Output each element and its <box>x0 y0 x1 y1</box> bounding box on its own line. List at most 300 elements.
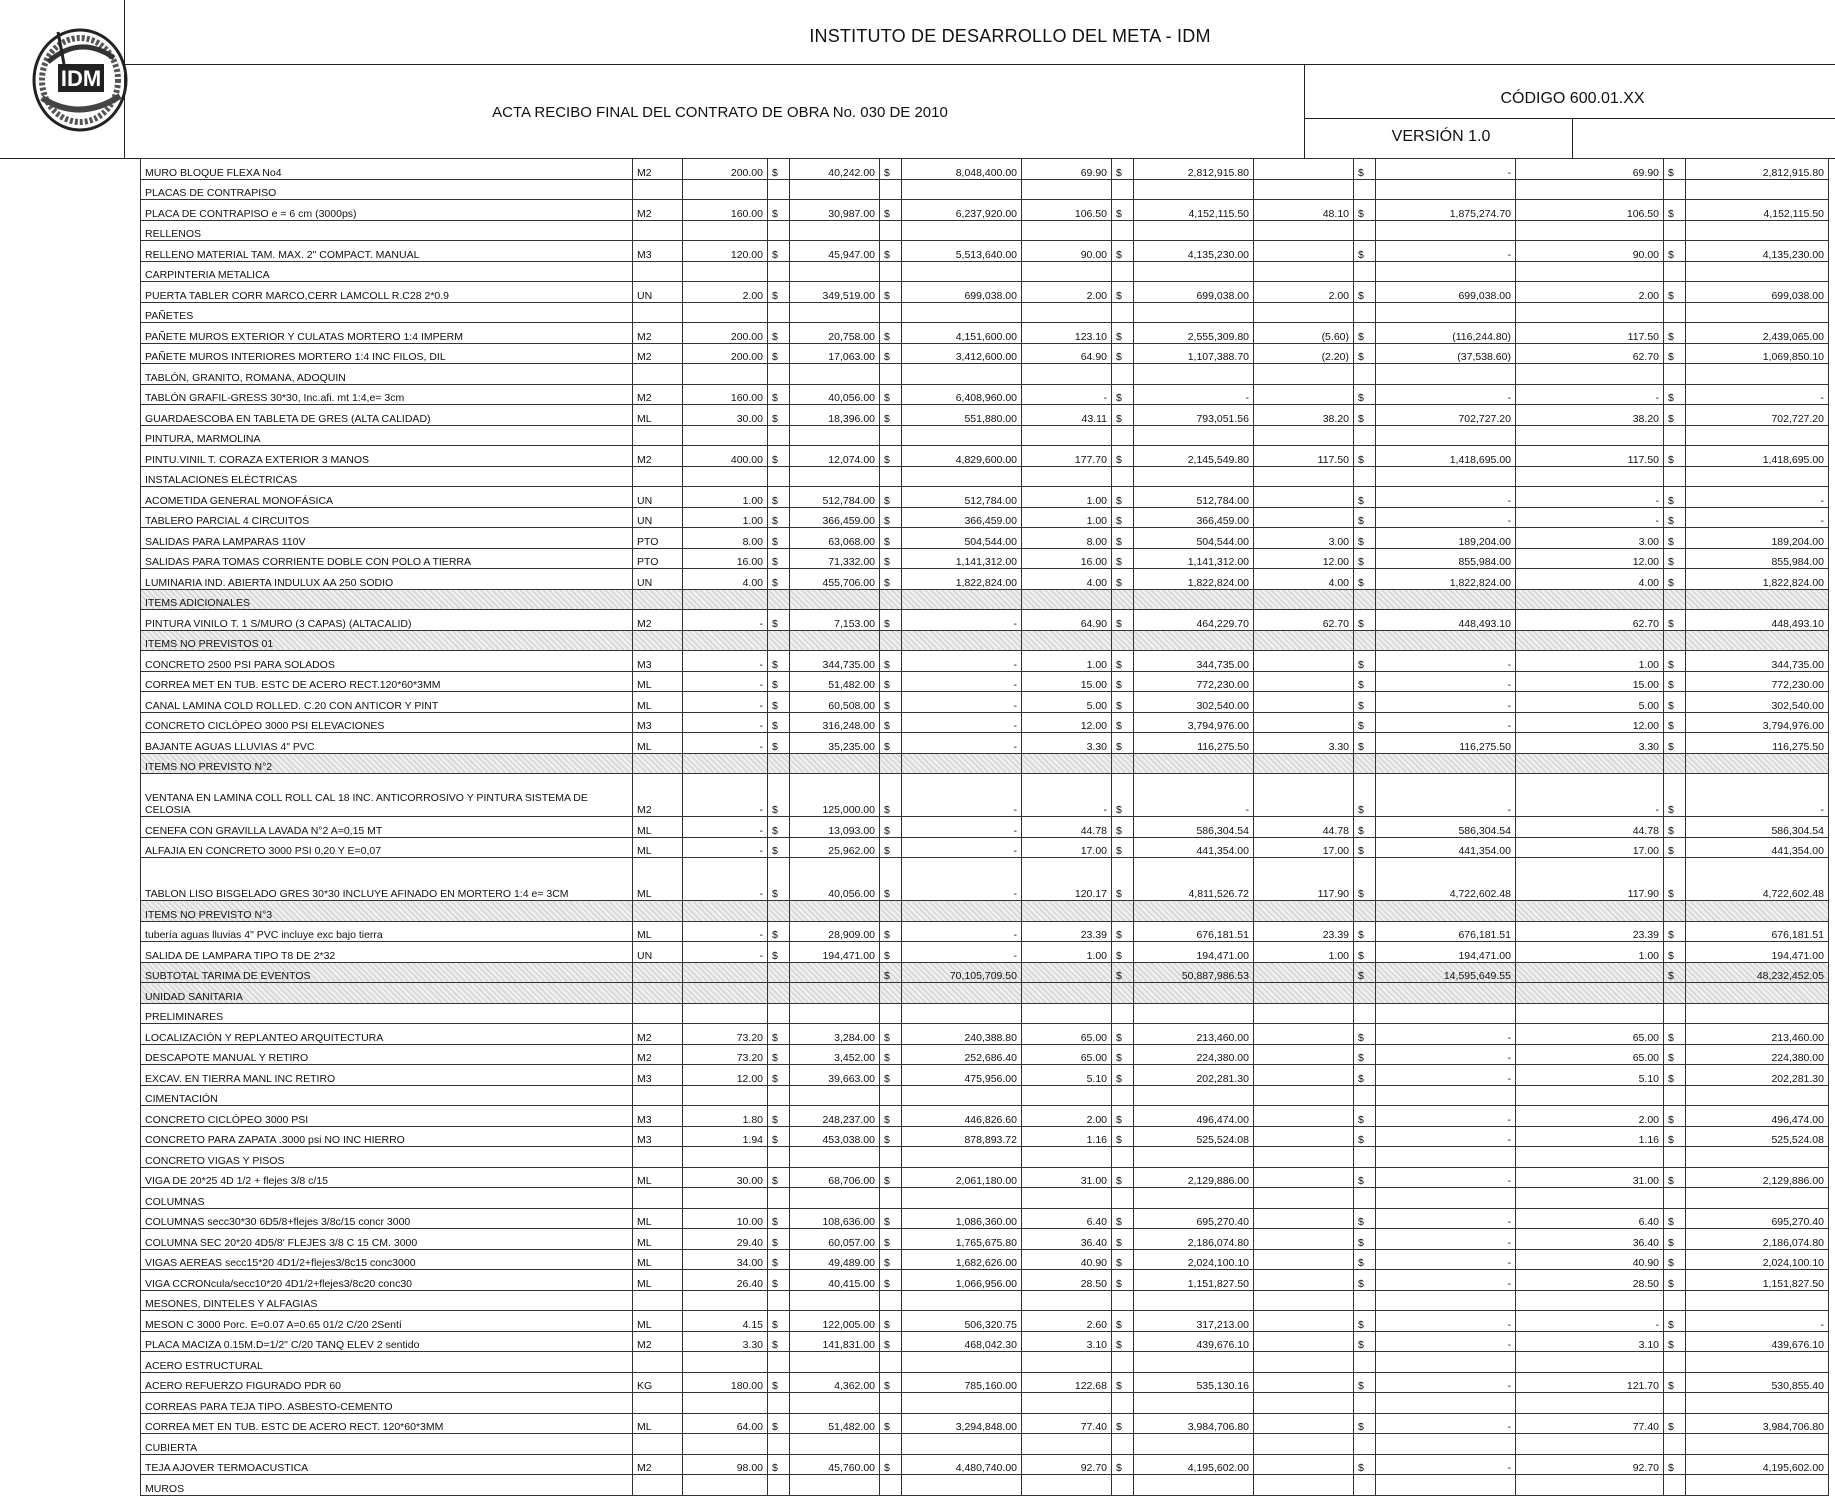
contract-total <box>902 589 1022 610</box>
contract-total: 240,388.80 <box>902 1024 1022 1045</box>
unit-price <box>790 1003 880 1024</box>
final-total: - <box>1686 487 1829 508</box>
executed-quantity <box>1022 589 1112 610</box>
unit-cell: ML <box>633 858 683 901</box>
final-quantity: 90.00 <box>1516 241 1664 262</box>
difference-total <box>1376 220 1516 241</box>
difference-total <box>1376 1290 1516 1311</box>
currency-sign: $ <box>768 528 790 549</box>
currency-sign: $ <box>1664 548 1686 569</box>
final-total: 4,195,602.00 <box>1686 1454 1829 1475</box>
section-row <box>141 1290 1829 1311</box>
contract-quantity: 73.20 <box>683 1044 768 1065</box>
currency-sign <box>880 589 902 610</box>
currency-sign: $ <box>1112 1270 1134 1291</box>
item-description: TABLERO PARCIAL 4 CIRCUITOS <box>141 507 633 528</box>
currency-sign: $ <box>880 343 902 364</box>
contract-quantity: 12.00 <box>683 1065 768 1086</box>
final-total <box>1686 261 1829 282</box>
difference-total <box>1376 1434 1516 1455</box>
final-total <box>1686 302 1829 323</box>
unit-cell: ML <box>633 1311 683 1332</box>
contract-total <box>902 220 1022 241</box>
currency-sign: $ <box>880 1106 902 1127</box>
unit-cell <box>633 983 683 1004</box>
currency-sign <box>1112 901 1134 922</box>
item-description: CONCRETO PARA ZAPATA .3000 psi NO INC HIERRO <box>141 1126 633 1147</box>
currency-sign: $ <box>768 942 790 963</box>
currency-sign: $ <box>880 1044 902 1065</box>
currency-sign <box>1354 1188 1376 1209</box>
difference-total <box>1376 261 1516 282</box>
currency-sign <box>768 983 790 1004</box>
contract-total: - <box>902 651 1022 672</box>
final-quantity: 106.50 <box>1516 200 1664 221</box>
difference-total: - <box>1376 1044 1516 1065</box>
difference-total: - <box>1376 1249 1516 1270</box>
currency-sign: $ <box>1354 1167 1376 1188</box>
unit-price: 366,459.00 <box>790 507 880 528</box>
difference-total <box>1376 302 1516 323</box>
executed-quantity: 1.00 <box>1022 487 1112 508</box>
currency-sign: $ <box>1354 405 1376 426</box>
contract-quantity: 2.00 <box>683 282 768 303</box>
currency-sign <box>880 901 902 922</box>
currency-sign: $ <box>1664 384 1686 405</box>
final-total <box>1686 1393 1829 1414</box>
currency-sign <box>1354 302 1376 323</box>
difference-total <box>1376 753 1516 774</box>
currency-sign: $ <box>768 1249 790 1270</box>
contract-quantity <box>683 261 768 282</box>
difference-total: - <box>1376 487 1516 508</box>
executed-total <box>1134 1434 1254 1455</box>
difference-total: 1,822,824.00 <box>1376 569 1516 590</box>
unit-cell: ML <box>633 1167 683 1188</box>
final-quantity: 117.90 <box>1516 858 1664 901</box>
contract-quantity <box>683 983 768 1004</box>
contract-total: - <box>902 733 1022 754</box>
unit-price: 25,962.00 <box>790 837 880 858</box>
unit-price: 455,706.00 <box>790 569 880 590</box>
contract-quantity: 200.00 <box>683 323 768 344</box>
currency-sign: $ <box>1112 241 1134 262</box>
currency-sign: $ <box>1112 507 1134 528</box>
table-row <box>141 858 1829 901</box>
executed-quantity <box>1022 1434 1112 1455</box>
final-total: 302,540.00 <box>1686 692 1829 713</box>
unit-cell: UN <box>633 569 683 590</box>
executed-total: 793,051.56 <box>1134 405 1254 426</box>
currency-sign: $ <box>1112 323 1134 344</box>
section-row <box>141 1085 1829 1106</box>
item-description: ITEMS ADICIONALES <box>141 589 633 610</box>
unit-cell <box>633 1290 683 1311</box>
final-quantity: 31.00 <box>1516 1167 1664 1188</box>
unit-cell: UN <box>633 942 683 963</box>
unit-cell: ML <box>633 1208 683 1229</box>
unit-price <box>790 901 880 922</box>
executed-total: 3,794,976.00 <box>1134 712 1254 733</box>
final-quantity <box>1516 220 1664 241</box>
currency-sign <box>768 901 790 922</box>
difference-quantity <box>1254 1065 1354 1086</box>
currency-sign: $ <box>1664 241 1686 262</box>
item-description: TABLÓN, GRANITO, ROMANA, ADOQUIN <box>141 364 633 385</box>
currency-sign: $ <box>1354 343 1376 364</box>
final-quantity: 17.00 <box>1516 837 1664 858</box>
contract-quantity <box>683 466 768 487</box>
item-description: MURO BLOQUE FLEXA No4 <box>141 159 633 180</box>
currency-sign <box>880 261 902 282</box>
difference-quantity <box>1254 1106 1354 1127</box>
unit-price: 108,636.00 <box>790 1208 880 1229</box>
currency-sign <box>1664 753 1686 774</box>
item-description: LOCALIZACIÓN Y REPLANTEO ARQUITECTURA <box>141 1024 633 1045</box>
section-row <box>141 1188 1829 1209</box>
executed-quantity: 1.16 <box>1022 1126 1112 1147</box>
unit-cell <box>633 425 683 446</box>
final-quantity <box>1516 179 1664 200</box>
contract-quantity <box>683 630 768 651</box>
final-quantity: - <box>1516 774 1664 817</box>
item-description: PAÑETE MUROS EXTERIOR Y CULATAS MORTERO 1:4 IMPERM <box>141 323 633 344</box>
executed-total: 525,524.08 <box>1134 1126 1254 1147</box>
unit-cell: ML <box>633 671 683 692</box>
executed-total: 512,784.00 <box>1134 487 1254 508</box>
contract-quantity <box>683 901 768 922</box>
currency-sign <box>880 1475 902 1496</box>
contract-quantity: 16.00 <box>683 548 768 569</box>
executed-total: 695,270.40 <box>1134 1208 1254 1229</box>
currency-sign <box>1112 630 1134 651</box>
executed-quantity: 69.90 <box>1022 159 1112 180</box>
executed-total: 1,822,824.00 <box>1134 569 1254 590</box>
final-total: 4,135,230.00 <box>1686 241 1829 262</box>
executed-total: 50,887,986.53 <box>1134 962 1254 983</box>
final-quantity: 15.00 <box>1516 671 1664 692</box>
difference-quantity <box>1254 241 1354 262</box>
currency-sign: $ <box>1664 610 1686 631</box>
executed-total <box>1134 589 1254 610</box>
difference-total: 1,875,274.70 <box>1376 200 1516 221</box>
contract-quantity <box>683 1434 768 1455</box>
contract-quantity: 29.40 <box>683 1229 768 1250</box>
table-row <box>141 1106 1829 1127</box>
currency-sign <box>1664 1352 1686 1373</box>
contract-quantity: 26.40 <box>683 1270 768 1291</box>
final-total: 1,069,850.10 <box>1686 343 1829 364</box>
currency-sign <box>1664 1290 1686 1311</box>
idm-logo <box>28 18 132 136</box>
contract-total: 8,048,400.00 <box>902 159 1022 180</box>
table-row <box>141 1454 1829 1475</box>
executed-total: 2,555,309.80 <box>1134 323 1254 344</box>
currency-sign <box>1664 901 1686 922</box>
currency-sign <box>768 302 790 323</box>
currency-sign: $ <box>1664 817 1686 838</box>
contract-total: 6,408,960.00 <box>902 384 1022 405</box>
currency-sign: $ <box>768 837 790 858</box>
currency-sign: $ <box>768 446 790 467</box>
currency-sign <box>1112 1475 1134 1496</box>
currency-sign <box>1354 630 1376 651</box>
unit-price <box>790 261 880 282</box>
currency-sign: $ <box>768 712 790 733</box>
difference-quantity: (5.60) <box>1254 323 1354 344</box>
contract-quantity: 34.00 <box>683 1249 768 1270</box>
table-row <box>141 837 1829 858</box>
difference-total: - <box>1376 774 1516 817</box>
difference-total <box>1376 179 1516 200</box>
difference-total: - <box>1376 1270 1516 1291</box>
section-row <box>141 983 1829 1004</box>
table-row <box>141 446 1829 467</box>
unit-price <box>790 1352 880 1373</box>
difference-quantity <box>1254 1126 1354 1147</box>
section-row <box>141 1003 1829 1024</box>
currency-sign <box>880 1085 902 1106</box>
difference-total: 441,354.00 <box>1376 837 1516 858</box>
currency-sign: $ <box>1112 1249 1134 1270</box>
difference-quantity <box>1254 1003 1354 1024</box>
unit-cell <box>633 1475 683 1496</box>
contract-total: 6,237,920.00 <box>902 200 1022 221</box>
final-total: 2,812,915.80 <box>1686 159 1829 180</box>
executed-quantity: 2.60 <box>1022 1311 1112 1332</box>
difference-quantity <box>1254 1270 1354 1291</box>
currency-sign: $ <box>1664 921 1686 942</box>
final-quantity <box>1516 753 1664 774</box>
unit-cell: ML <box>633 733 683 754</box>
unit-price: 12,074.00 <box>790 446 880 467</box>
item-description: COLUMNAS <box>141 1188 633 1209</box>
currency-sign: $ <box>880 1229 902 1250</box>
unit-price: 68,706.00 <box>790 1167 880 1188</box>
currency-sign <box>1664 1393 1686 1414</box>
executed-quantity: 1.00 <box>1022 507 1112 528</box>
difference-quantity <box>1254 983 1354 1004</box>
unit-cell <box>633 1085 683 1106</box>
currency-sign <box>768 1188 790 1209</box>
currency-sign <box>768 1290 790 1311</box>
currency-sign: $ <box>1664 1413 1686 1434</box>
currency-sign: $ <box>1112 610 1134 631</box>
contract-total: 785,160.00 <box>902 1372 1022 1393</box>
unit-cell <box>633 466 683 487</box>
contract-total: - <box>902 712 1022 733</box>
currency-sign: $ <box>768 200 790 221</box>
currency-sign <box>768 630 790 651</box>
unit-cell: M2 <box>633 446 683 467</box>
table-body <box>141 159 1829 1496</box>
unit-price: 13,093.00 <box>790 817 880 838</box>
currency-sign: $ <box>1112 651 1134 672</box>
logo-text: IDM <box>60 66 102 91</box>
contract-total: 366,459.00 <box>902 507 1022 528</box>
unit-cell: M3 <box>633 1126 683 1147</box>
currency-sign: $ <box>1664 1454 1686 1475</box>
final-total: 4,722,602.48 <box>1686 858 1829 901</box>
contract-total <box>902 1085 1022 1106</box>
contract-quantity: 98.00 <box>683 1454 768 1475</box>
currency-sign <box>880 302 902 323</box>
currency-sign: $ <box>1112 1106 1134 1127</box>
currency-sign <box>768 753 790 774</box>
currency-sign: $ <box>880 548 902 569</box>
contract-quantity: 64.00 <box>683 1413 768 1434</box>
difference-quantity <box>1254 1434 1354 1455</box>
currency-sign <box>880 1393 902 1414</box>
final-quantity <box>1516 1188 1664 1209</box>
contract-total <box>902 1003 1022 1024</box>
difference-quantity: 48.10 <box>1254 200 1354 221</box>
contract-quantity: 30.00 <box>683 1167 768 1188</box>
difference-quantity <box>1254 1372 1354 1393</box>
unit-price: 45,760.00 <box>790 1454 880 1475</box>
currency-sign: $ <box>880 774 902 817</box>
final-quantity: 1.00 <box>1516 942 1664 963</box>
currency-sign: $ <box>1664 323 1686 344</box>
difference-quantity <box>1254 1290 1354 1311</box>
executed-total: 535,130.16 <box>1134 1372 1254 1393</box>
contract-total: 4,151,600.00 <box>902 323 1022 344</box>
final-total <box>1686 1085 1829 1106</box>
currency-sign: $ <box>1354 1270 1376 1291</box>
currency-sign: $ <box>1354 921 1376 942</box>
currency-sign: $ <box>1354 241 1376 262</box>
currency-sign <box>1354 753 1376 774</box>
executed-total: 464,229.70 <box>1134 610 1254 631</box>
currency-sign <box>880 1290 902 1311</box>
difference-total: - <box>1376 712 1516 733</box>
currency-sign <box>768 1003 790 1024</box>
currency-sign: $ <box>880 858 902 901</box>
item-description: ITEMS NO PREVISTOS 01 <box>141 630 633 651</box>
currency-sign: $ <box>768 548 790 569</box>
unit-price: 344,735.00 <box>790 651 880 672</box>
unit-price: 4,362.00 <box>790 1372 880 1393</box>
final-quantity <box>1516 1434 1664 1455</box>
final-quantity <box>1516 983 1664 1004</box>
unit-cell: ML <box>633 921 683 942</box>
contract-total: 4,829,600.00 <box>902 446 1022 467</box>
currency-sign <box>880 1434 902 1455</box>
section-row <box>141 753 1829 774</box>
unit-cell: ML <box>633 1270 683 1291</box>
contract-total: 1,682,626.00 <box>902 1249 1022 1270</box>
executed-total <box>1134 261 1254 282</box>
final-total: 855,984.00 <box>1686 548 1829 569</box>
currency-sign: $ <box>1112 774 1134 817</box>
contract-quantity: - <box>683 733 768 754</box>
currency-sign: $ <box>768 921 790 942</box>
item-description: PAÑETE MUROS INTERIORES MORTERO 1:4 INC FILOS, DIL <box>141 343 633 364</box>
final-total: 189,204.00 <box>1686 528 1829 549</box>
currency-sign: $ <box>1112 942 1134 963</box>
contract-total <box>902 364 1022 385</box>
final-quantity: 12.00 <box>1516 548 1664 569</box>
currency-sign <box>1664 1434 1686 1455</box>
unit-price <box>790 1147 880 1168</box>
unit-cell: ML <box>633 1413 683 1434</box>
unit-cell: M3 <box>633 712 683 733</box>
currency-sign <box>880 179 902 200</box>
contract-quantity <box>683 425 768 446</box>
difference-quantity <box>1254 651 1354 672</box>
final-quantity <box>1516 1085 1664 1106</box>
currency-sign: $ <box>1354 837 1376 858</box>
executed-total: 496,474.00 <box>1134 1106 1254 1127</box>
executed-total: 344,735.00 <box>1134 651 1254 672</box>
executed-quantity: 177.70 <box>1022 446 1112 467</box>
contract-quantity: 160.00 <box>683 200 768 221</box>
difference-total: - <box>1376 1065 1516 1086</box>
currency-sign: $ <box>1664 962 1686 983</box>
table-row <box>141 282 1829 303</box>
currency-sign: $ <box>1664 733 1686 754</box>
unit-price <box>790 589 880 610</box>
item-description: PUERTA TABLER CORR MARCO,CERR LAMCOLL R.C28 2*0.9 <box>141 282 633 303</box>
executed-quantity: 64.90 <box>1022 343 1112 364</box>
final-total: 699,038.00 <box>1686 282 1829 303</box>
currency-sign: $ <box>1664 1208 1686 1229</box>
difference-quantity: 1.00 <box>1254 942 1354 963</box>
currency-sign: $ <box>880 200 902 221</box>
final-quantity <box>1516 901 1664 922</box>
contract-total <box>902 179 1022 200</box>
table-row <box>141 507 1829 528</box>
executed-quantity: 3.10 <box>1022 1331 1112 1352</box>
executed-quantity <box>1022 364 1112 385</box>
currency-sign: $ <box>1354 282 1376 303</box>
difference-total: 4,722,602.48 <box>1376 858 1516 901</box>
difference-total: 194,471.00 <box>1376 942 1516 963</box>
difference-quantity <box>1254 630 1354 651</box>
currency-sign: $ <box>880 962 902 983</box>
contract-quantity: 160.00 <box>683 384 768 405</box>
executed-total: 194,471.00 <box>1134 942 1254 963</box>
executed-quantity: 90.00 <box>1022 241 1112 262</box>
final-total: 48,232,452.05 <box>1686 962 1829 983</box>
executed-total <box>1134 901 1254 922</box>
currency-sign <box>880 466 902 487</box>
contract-total: 1,086,360.00 <box>902 1208 1022 1229</box>
table-row <box>141 1270 1829 1291</box>
currency-sign: $ <box>768 1331 790 1352</box>
currency-sign: $ <box>1112 1372 1134 1393</box>
currency-sign: $ <box>1112 282 1134 303</box>
executed-quantity: 123.10 <box>1022 323 1112 344</box>
unit-price <box>790 466 880 487</box>
currency-sign: $ <box>1112 837 1134 858</box>
difference-total: - <box>1376 1229 1516 1250</box>
final-total <box>1686 630 1829 651</box>
final-quantity: 36.40 <box>1516 1229 1664 1250</box>
subtotal-row <box>141 962 1829 983</box>
currency-sign: $ <box>1112 1126 1134 1147</box>
contract-quantity: 4.15 <box>683 1311 768 1332</box>
unit-cell: M2 <box>633 343 683 364</box>
unit-cell <box>633 364 683 385</box>
difference-quantity <box>1254 179 1354 200</box>
currency-sign: $ <box>880 1372 902 1393</box>
item-description: SALIDAS PARA LAMPARAS 110V <box>141 528 633 549</box>
executed-quantity: 17.00 <box>1022 837 1112 858</box>
currency-sign <box>1664 1475 1686 1496</box>
table-row <box>141 692 1829 713</box>
executed-quantity: 106.50 <box>1022 200 1112 221</box>
